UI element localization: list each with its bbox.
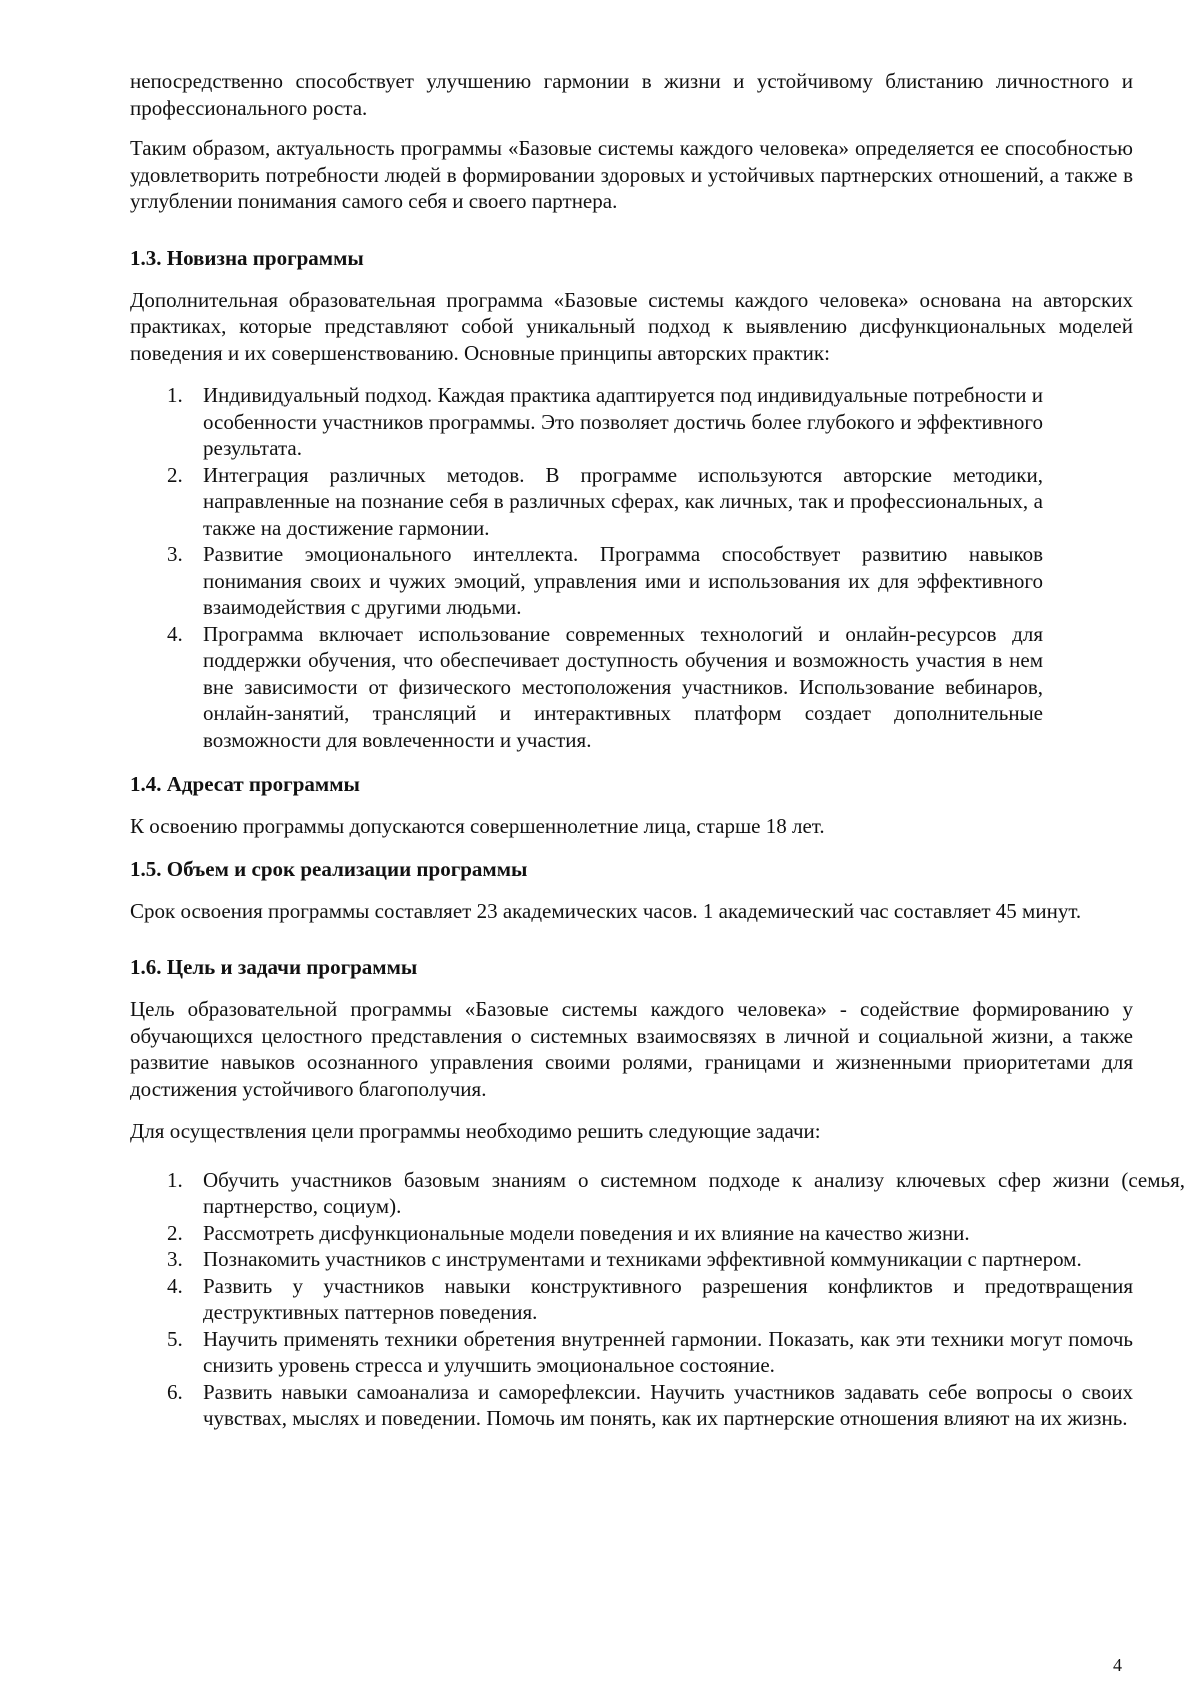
audience-paragraph: К освоению программы допускаются совершеннолетние лица, старше 18 лет.: [130, 814, 825, 838]
list-item: [130, 1379, 1133, 1432]
list-item-number: 2.: [167, 1220, 183, 1245]
list-item-number: 5.: [167, 1326, 183, 1351]
list-item-text: Научить применять техники обретения внутренней гармонии. Показать, как эти техники могут помочь снизить уровень стресса и улучшить эмоциональное состояние.: [203, 1326, 1133, 1377]
tasks-intro-paragraph: Для осуществления цели программы необходимо решить следующие задачи:: [130, 1119, 821, 1143]
list-item-text: Рассмотреть дисфункциональные модели поведения и их влияние на качество жизни.: [203, 1220, 970, 1245]
section-heading-novelty: 1.3. Новизна программы: [130, 245, 364, 270]
list-item-number: 4.: [167, 621, 183, 646]
list-item-text: Интеграция различных методов. В программе используются авторские методики, направленные на познание себя в различных сферах, как личных, так и профессиональных, а также на достижение гармонии.: [203, 462, 1043, 540]
list-item: [130, 1273, 1133, 1326]
list-item-text: Программа включает использование современных технологий и онлайн-ресурсов для поддержки обучения, что обеспечивает доступность обучения и возможность участия в нем вне зависимости от физического местоположения участников. Использование вебинаров, онлайн-занятий, трансляций и интерактивных платформ создает дополнительные возможности для вовлеченности и участия.: [203, 621, 1043, 752]
list-item-number: 4.: [167, 1273, 183, 1298]
list-item-number: 6.: [167, 1379, 183, 1404]
list-item: [130, 1246, 1133, 1273]
list-item: [130, 1167, 1185, 1220]
list-item-number: 2.: [167, 462, 183, 487]
list-item-number: 1.: [167, 383, 183, 407]
list-item: [130, 1220, 1120, 1247]
duration-paragraph: Срок освоения программы составляет 23 академических часов. 1 академический час составляет 45 минут.: [130, 898, 1082, 923]
list-item-text: Обучить участников базовым знаниям о системном подходе к анализу ключевых сфер жизни (семья, партнерство, социум).: [203, 1167, 1185, 1218]
list-item-text: Развить у участников навыки конструктивного разрешения конфликтов и предотвращения деструктивных паттернов поведения.: [203, 1273, 1133, 1324]
intro-paragraph-2: Таким образом, актуальность программы «Базовые системы каждого человека» определяется ее способностью удовлетворить потребности людей в формировании здоровых и устойчивых партнерских отношений, а также в углублении понимания самого себя и своего партнера.: [130, 136, 1133, 213]
section-heading-duration: 1.5. Объем и срок реализации программы: [130, 856, 528, 881]
list-item: [130, 541, 1043, 621]
list-item: [130, 1326, 1133, 1379]
list-item-number: 1.: [167, 1167, 183, 1192]
list-item: [130, 462, 1043, 542]
page-number: 4: [1113, 1655, 1122, 1675]
novelty-principles-list: [130, 382, 1043, 753]
list-item-text: Развитие эмоционального интеллекта. Программа способствует развитию навыков понимания своих и чужих эмоций, управления ими и использования их для эффективного взаимодействия с другими людьми.: [203, 542, 1043, 619]
list-item: [130, 621, 1043, 754]
list-item-text: Индивидуальный подход. Каждая практика адаптируется под индивидуальные потребности и особенности участников программы. Это позволяет достичь более глубокого и эффективного результата.: [203, 383, 1043, 460]
list-item-text: Познакомить участников с инструментами и техниками эффективной коммуникации с партнером.: [203, 1247, 1082, 1271]
list-item-number: 3.: [167, 1247, 183, 1271]
list-item-number: 3.: [167, 542, 183, 566]
goal-paragraph: Цель образовательной программы «Базовые системы каждого человека» - содействие формированию у обучающихся целостного представления о системных взаимосвязях в личной и социальной жизни, а также развитие навыков осознанного управления своими ролями, границами и жизненными приоритетами для достижения устойчивого благополучия.: [130, 997, 1133, 1101]
intro-paragraph-1: непосредственно способствует улучшению гармонии в жизни и устойчивому блистанию личностного и профессионального роста.: [130, 69, 1133, 120]
list-item-text: Развить навыки самоанализа и саморефлексии. Научить участников задавать себе вопросы о своих чувствах, мыслях и поведении. Помочь им понять, как их партнерские отношения влияют на их жизнь.: [203, 1379, 1133, 1430]
tasks-list: [130, 1167, 1185, 1432]
section-heading-audience: 1.4. Адресат программы: [130, 772, 360, 796]
novelty-paragraph: Дополнительная образовательная программа «Базовые системы каждого человека» основана на авторских практиках, которые представляют собой уникальный подход к выявлению дисфункциональных моделей поведения и их совершенствованию. Основные принципы авторских практик:: [130, 287, 1133, 365]
section-heading-goals: 1.6. Цель и задачи программы: [130, 955, 418, 979]
document-page: [130, 68, 1185, 1432]
list-item: [130, 382, 1043, 462]
